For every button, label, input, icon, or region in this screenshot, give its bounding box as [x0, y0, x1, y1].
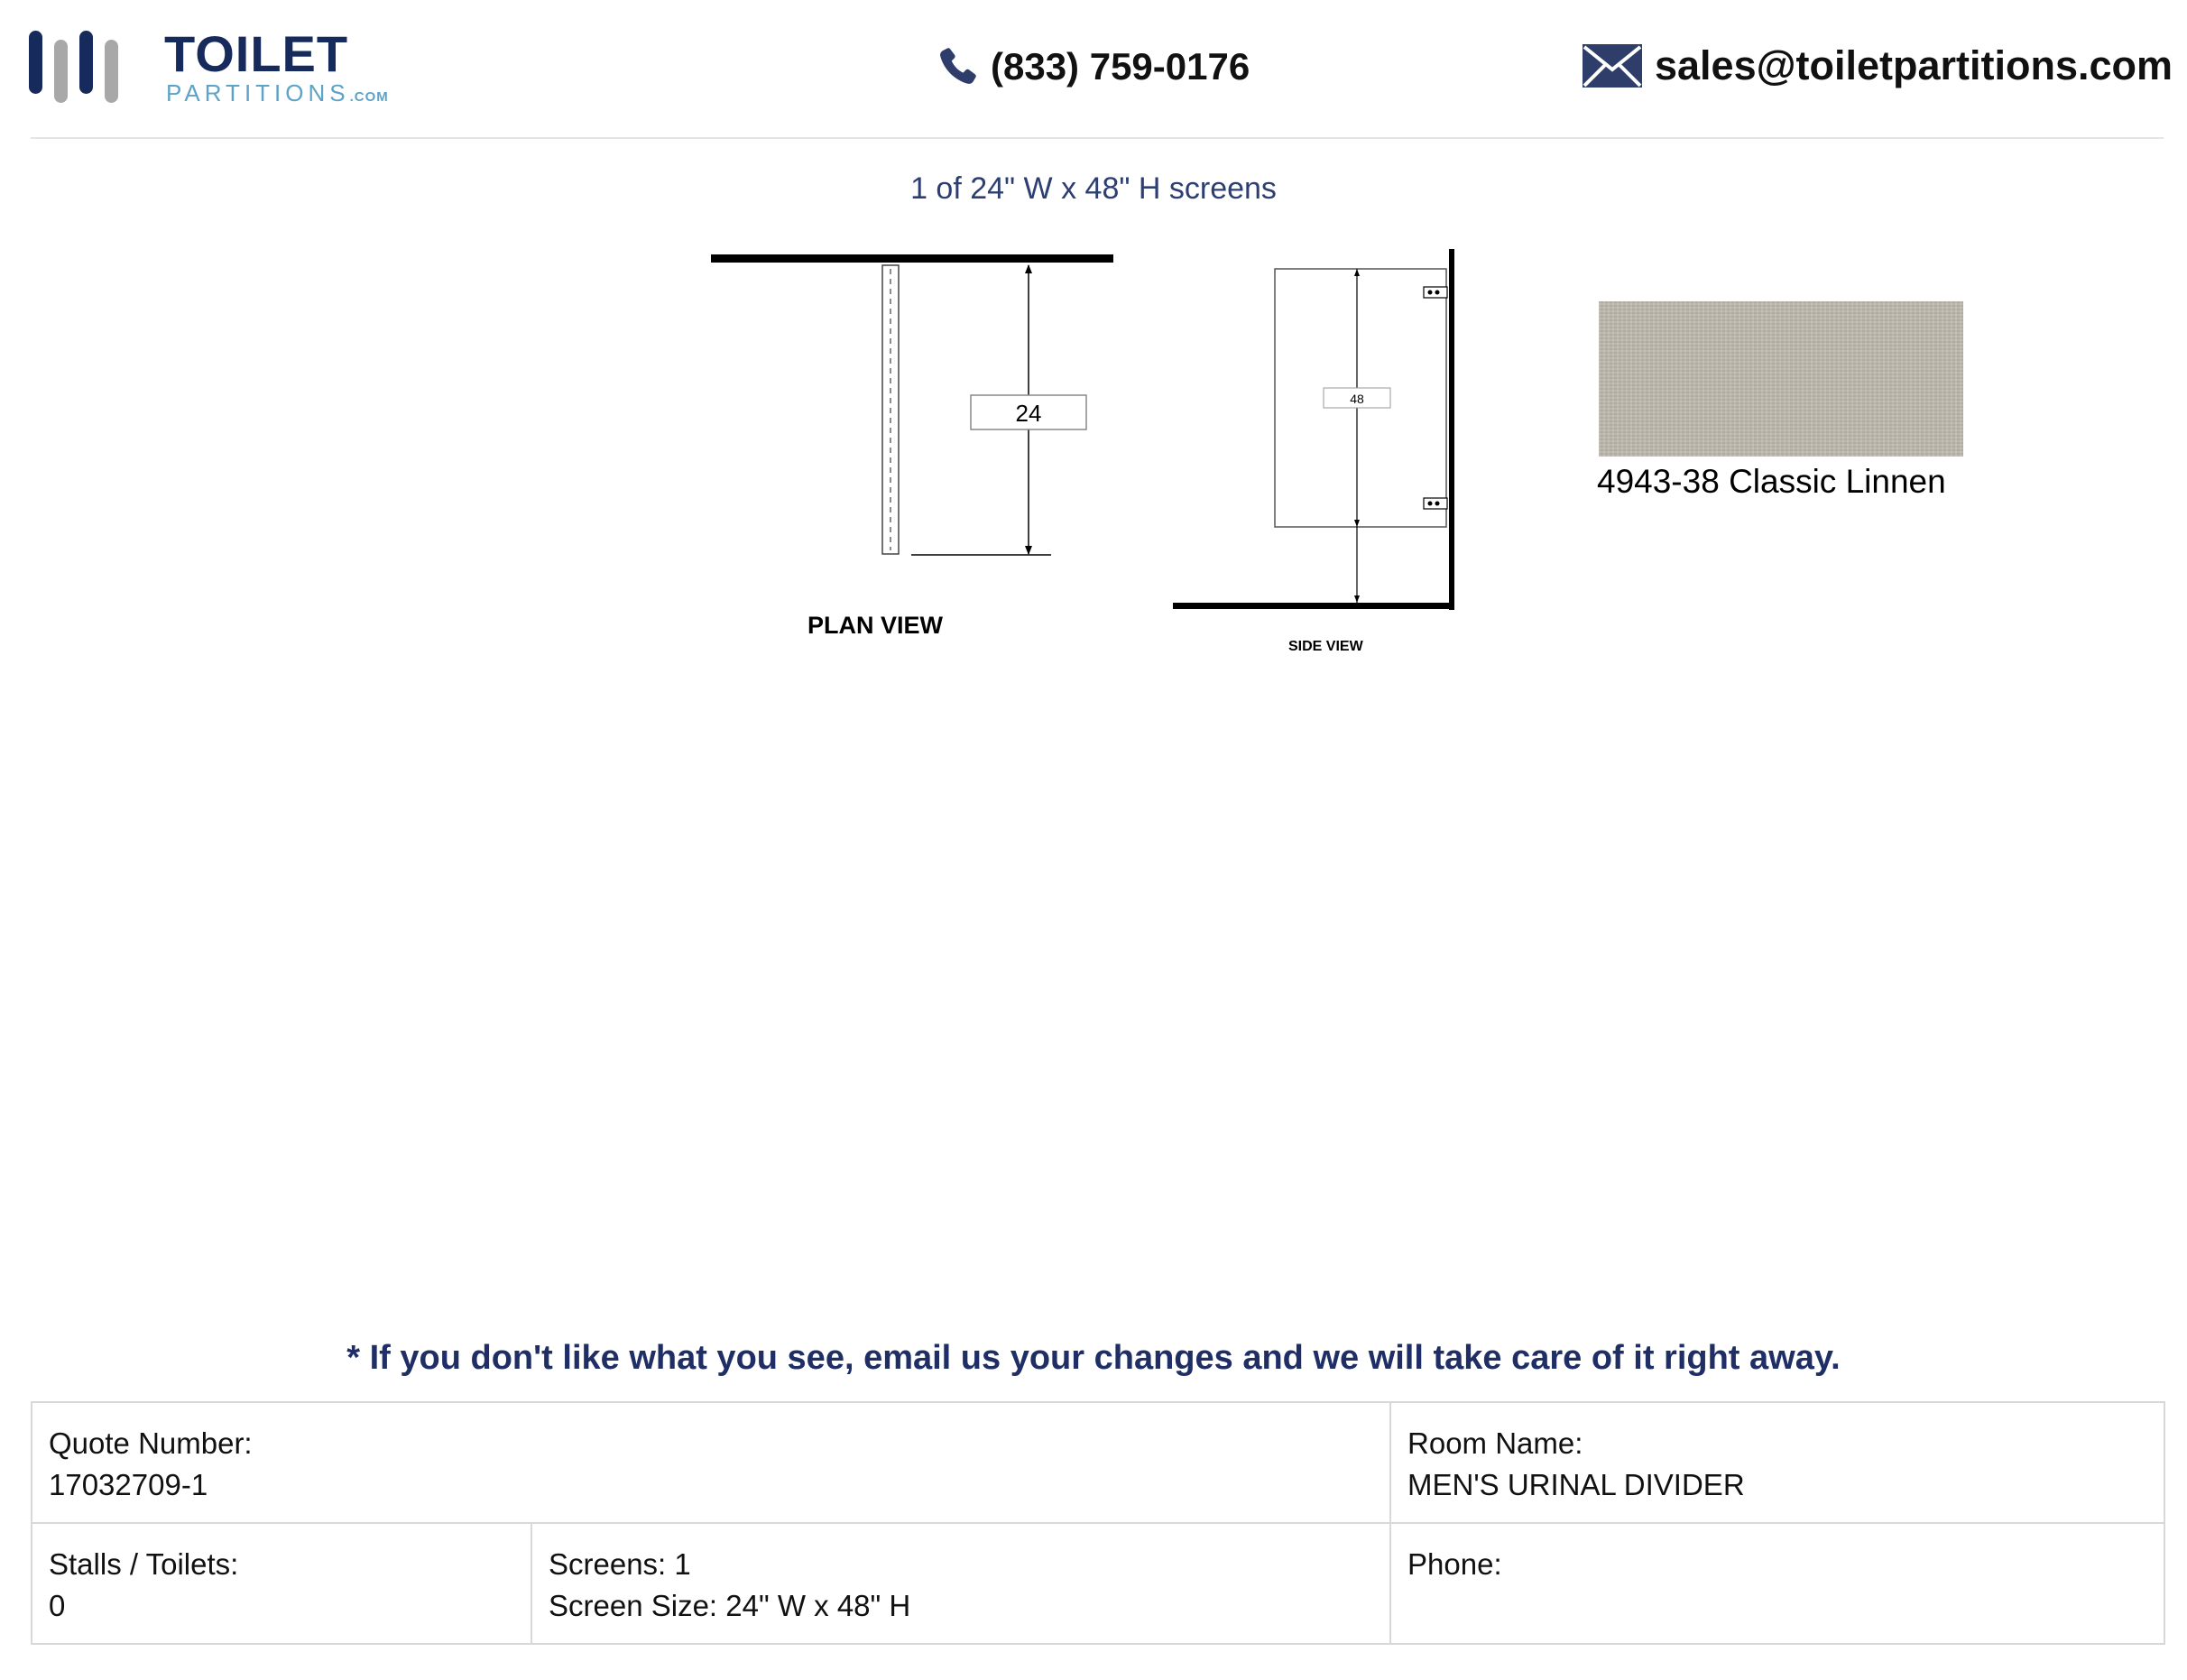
- finish-color-label: 4943-38 Classic Linnen: [1597, 463, 1946, 500]
- side-bracket-top: [1424, 287, 1447, 298]
- stalls-value: 0: [49, 1589, 66, 1622]
- stalls-label: Stalls / Toilets:: [49, 1547, 239, 1581]
- plan-arrow-bottom: [1025, 546, 1032, 555]
- quote-number-label: Quote Number:: [49, 1426, 253, 1460]
- stalls-cell: [32, 1523, 531, 1644]
- side-dimension-value: 48: [1350, 392, 1364, 406]
- screen-size: Screen Size: 24" W x 48" H: [549, 1589, 911, 1622]
- logo-bar: [79, 31, 93, 94]
- phone-label: Phone:: [1407, 1547, 1502, 1581]
- side-view-label: SIDE VIEW: [1288, 639, 1363, 654]
- side-wall: [1449, 249, 1454, 610]
- envelope-icon: [1581, 41, 1644, 91]
- logo-bar: [29, 31, 42, 94]
- email-address[interactable]: sales@toiletpartitions.com: [1655, 42, 2173, 88]
- plan-arrow-top: [1025, 264, 1032, 273]
- logo-subtitle-suffix: .COM: [349, 89, 389, 105]
- phone-icon: [935, 42, 980, 92]
- change-request-notice: * If you don't like what you see, email us your changes and we will take care of it right away.: [346, 1339, 1841, 1377]
- phone-cell: [1390, 1523, 2164, 1644]
- company-logo[interactable]: [29, 27, 408, 108]
- logo-bar: [54, 40, 68, 103]
- plan-dimension-value: 24: [1015, 400, 1042, 427]
- phone-number[interactable]: (833) 759-0176: [991, 45, 1250, 88]
- room-name-label: Room Name:: [1407, 1426, 1583, 1460]
- side-view-drawing: [1173, 249, 1454, 610]
- quote-details-table: [31, 1401, 2165, 1645]
- logo-bar: [105, 40, 118, 103]
- finish-color-swatch: [1599, 301, 1963, 457]
- side-arrow-bottom: [1354, 595, 1360, 603]
- screens-caption: 1 of 24" W x 48" H screens: [910, 171, 1277, 206]
- table-row: [32, 1402, 2164, 1523]
- plan-view-drawing: [711, 254, 1113, 555]
- side-floor: [1173, 603, 1454, 609]
- logo-subtitle: [166, 81, 389, 105]
- table-row: [32, 1523, 2164, 1644]
- logo-subtitle-text: PARTITIONS: [166, 79, 350, 106]
- header-email[interactable]: [1581, 40, 2173, 92]
- partition-drawing: [695, 235, 1507, 668]
- room-name-cell: [1390, 1402, 2164, 1523]
- quote-number-value: 17032709-1: [49, 1468, 208, 1501]
- plan-wall: [711, 254, 1113, 263]
- screens-count: Screens: 1: [549, 1547, 691, 1581]
- quote-number-cell: [32, 1402, 1390, 1523]
- plan-view-label: PLAN VIEW: [807, 612, 944, 639]
- header-phone[interactable]: [935, 42, 1250, 92]
- header-divider: [31, 137, 2164, 139]
- room-name-value: MEN'S URINAL DIVIDER: [1407, 1468, 1745, 1501]
- screens-cell: [531, 1523, 1390, 1644]
- page-header: [0, 0, 2187, 137]
- logo-title: TOILET: [164, 25, 349, 82]
- side-bracket-bottom: [1424, 498, 1447, 509]
